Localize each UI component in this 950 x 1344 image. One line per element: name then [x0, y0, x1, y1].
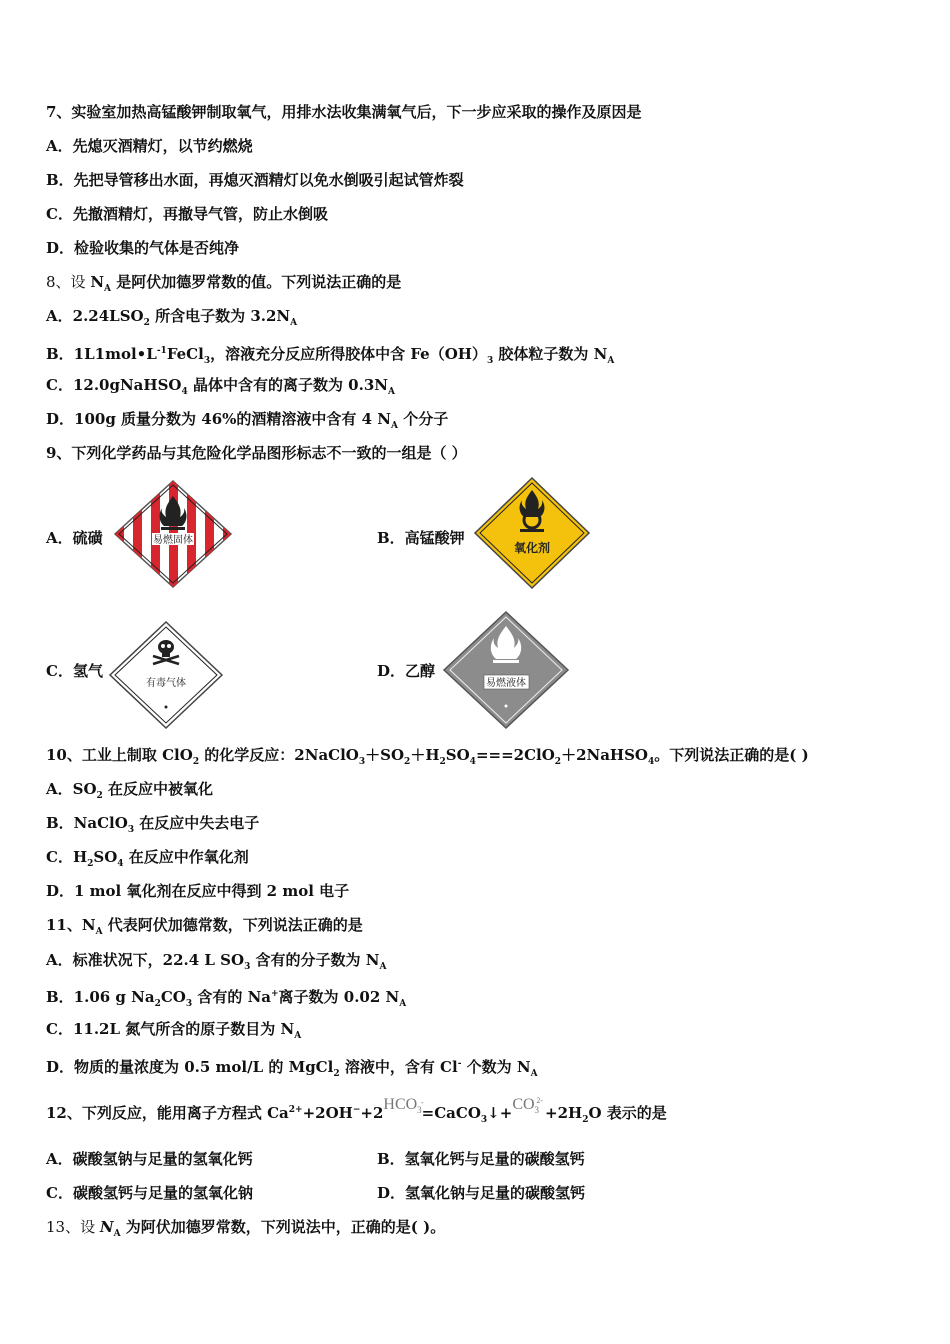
flammable-liquid-sign [442, 610, 570, 730]
q7-option-b: B．先把导管移出水面，再熄灭酒精灯以免水倒吸引起试管炸裂 [46, 171, 464, 189]
q11-option-c: C．11.2L 氮气所含的原子数目为 $N_A$ [46, 1020, 302, 1041]
oxidizer-sign [473, 476, 591, 590]
q12-stem: 12、下列反应，能用离子方程式 $Ca^{2+}+2OH^-+2HCO_3$ - $=CaCO_3↓+CO_3$ 2- $+2H_2O$ 表示的是 [46, 1096, 667, 1125]
q7-stem: 7、实验室加热高锰酸钾制取氧气，用排水法收集满氧气后，下一步应采取的操作及原因是 [46, 103, 642, 121]
toxic-gas-sign [108, 620, 224, 730]
q8-option-a: A．$2.24LSO_2$ 所含电子数为 $3.2N_A$ [46, 307, 298, 328]
q11-option-b: B．1.06 g $Na_2CO_3$ 含有的 Na+离子数为 0.02 $N_A$ [46, 988, 407, 1009]
q9-stem: 9、下列化学药品与其危险化学品图形标志不一致的一组是（ ） [46, 444, 467, 462]
sign-c-label: 有毒气体 [146, 678, 186, 689]
q10-stem: 10、工业上制取 ClO$_2$ 的化学反应：$2NaClO_3+SO_2+H_2SO_4===2ClO_2+2NaHSO_4$。下列说法正确的是( ) [46, 746, 809, 767]
q11-option-d: D．物质的量浓度为 0.5 mol/L 的 MgCl$_2$ 溶液中，含有 Cl- 个数为 $N_A$ [46, 1058, 538, 1079]
q10-option-d: D．1 mol 氧化剂在反应中得到 2 mol 电子 [46, 882, 350, 900]
q12-option-c: C．碳酸氢钙与足量的氢氧化钠 [46, 1184, 253, 1202]
q7-option-d: D．检验收集的气体是否纯净 [46, 239, 240, 257]
q11-option-a: A．标准状况下，22.4 L $SO_3$ 含有的分子数为 $N_A$ [46, 951, 387, 972]
q9-option-c: C．氢气 [46, 662, 103, 680]
bicarbonate-formula: $HCO_3$ - [383, 1096, 424, 1116]
q7-option-a: A．先熄灭酒精灯，以节约燃烧 [46, 137, 253, 155]
q10-option-b: B．NaClO$_3$ 在反应中失去电子 [46, 814, 260, 835]
carbonate-formula: $CO_3$ 2- [512, 1096, 544, 1116]
sign-a-label: 易燃固体 [153, 535, 193, 546]
q10-option-a: A．$SO_2$ 在反应中被氧化 [46, 780, 214, 801]
flammable-solid-sign [112, 478, 234, 590]
q10-option-c: C．$H_2SO_4$ 在反应中作氧化剂 [46, 848, 249, 869]
q8-stem: 8、设 $N_A$ 是阿伏加德罗常数的值。下列说法正确的是 [46, 273, 402, 294]
q7-option-c: C．先撤酒精灯，再撤导气管，防止水倒吸 [46, 205, 328, 223]
q13-stem: 13、设 $N_A$ 为阿伏加德罗常数，下列说法中，正确的是( )。 [46, 1218, 446, 1239]
q12-option-a: A．碳酸氢钠与足量的氢氧化钙 [46, 1150, 253, 1168]
q9-option-b: B．高锰酸钾 [377, 529, 465, 547]
q8-option-b: B．$1L1mol•L^{-1}FeCl_3$，溶液充分反应所得胶体中含 $Fe(OH)_3$ 胶体粒子数为 $N_A$ [46, 345, 615, 366]
q8-option-c: C．12.0gNaHSO$_4$ 晶体中含有的离子数为 $0.3N_A$ [46, 376, 395, 397]
q12-option-b: B．氢氧化钙与足量的碳酸氢钙 [377, 1150, 585, 1168]
q8-option-d: D．100g 质量分数为 46%的酒精溶液中含有 4 $N_A$ 个分子 [46, 410, 449, 431]
sign-d-label: 易燃液体 [486, 678, 526, 689]
q9-option-a: A．硫磺 [46, 529, 103, 547]
sign-b-label: 氧化剂 [513, 541, 551, 555]
q12-option-d: D．氢氧化钠与足量的碳酸氢钙 [377, 1184, 586, 1202]
q11-stem: 11、$N_A$ 代表阿伏加德常数，下列说法正确的是 [46, 916, 363, 937]
q9-option-d: D．乙醇 [377, 662, 436, 680]
